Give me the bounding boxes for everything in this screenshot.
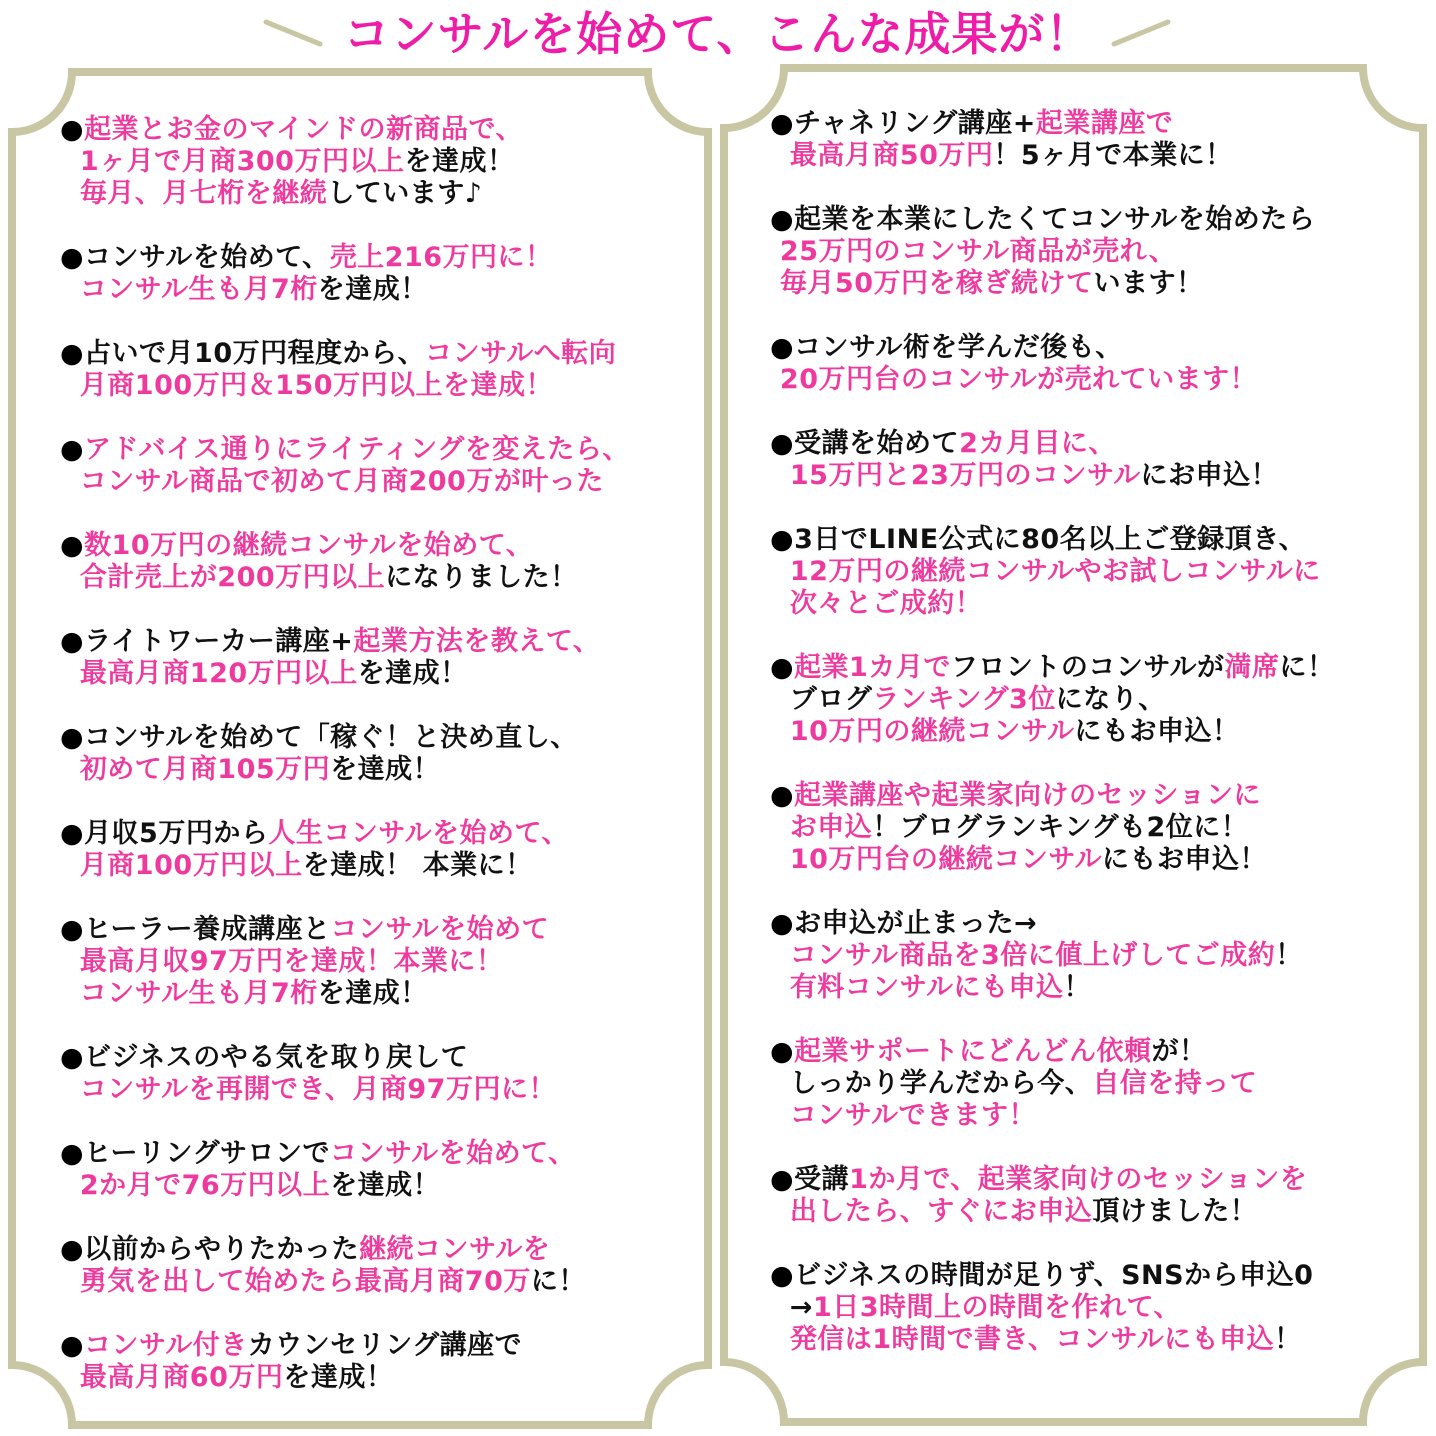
plain-text — [60, 562, 80, 593]
highlight-text: 最高月商120万円以上 — [79, 658, 358, 689]
highlight-text: 勇気を出して始めたら最高月商70万 — [79, 1266, 531, 1297]
plain-text: を達成！ — [283, 1362, 394, 1393]
highlight-text: 継続コンサルを — [359, 1234, 551, 1265]
plain-text: を達成！ — [330, 754, 441, 785]
result-line — [770, 1324, 1410, 1356]
highlight-text: 出したら、すぐにお申込 — [789, 1196, 1093, 1227]
plain-text: に！ — [530, 1266, 586, 1297]
result-item — [60, 114, 700, 210]
result-item — [60, 1042, 700, 1106]
plain-text — [770, 1196, 790, 1227]
plain-text — [60, 370, 80, 401]
plain-text — [60, 178, 80, 209]
bullet-icon: ● — [60, 818, 85, 849]
highlight-text: 合計売上が200万円以上 — [79, 562, 386, 593]
result-item — [770, 332, 1410, 396]
result-line — [60, 626, 700, 658]
result-item — [770, 1164, 1410, 1228]
highlight-text: コンサルを始めて — [330, 914, 550, 945]
highlight-text: 毎月50万円を稼ぎ続けて — [779, 268, 1094, 299]
plain-text — [770, 236, 780, 267]
result-line — [770, 140, 1410, 172]
highlight-text: 15万円と23万円のコンサル — [789, 460, 1141, 491]
plain-text: → — [770, 1292, 813, 1323]
highlight-text: 最高月商60万円 — [79, 1362, 284, 1393]
result-line — [60, 1266, 700, 1298]
result-item — [60, 1234, 700, 1298]
result-line — [60, 370, 700, 402]
result-item — [60, 338, 700, 402]
result-line — [770, 1036, 1410, 1068]
plain-text — [770, 940, 790, 971]
result-item — [60, 626, 700, 690]
result-line — [770, 940, 1410, 972]
plain-text: コンサルを始めて「稼ぐ！と決め直し、 — [84, 722, 578, 753]
bullet-icon: ● — [770, 1036, 795, 1067]
result-line — [60, 754, 700, 786]
result-line — [60, 1074, 700, 1106]
result-line — [770, 588, 1410, 620]
plain-text: に！ — [1279, 652, 1335, 683]
plain-text: フロントのコンサルが — [950, 652, 1225, 683]
highlight-text: コンサル付き — [84, 1330, 248, 1361]
result-line — [770, 716, 1410, 748]
result-item — [60, 530, 700, 594]
bullet-icon: ● — [60, 1330, 85, 1361]
highlight-text: 起業講座で — [1035, 108, 1174, 139]
result-line — [60, 434, 700, 466]
result-line — [770, 108, 1410, 140]
result-line — [60, 722, 700, 754]
result-line — [60, 978, 700, 1010]
result-line — [60, 562, 700, 594]
highlight-text: 月商100万円＆150万円以上を達成！ — [79, 370, 554, 401]
result-line — [60, 1362, 700, 1394]
plain-text — [770, 1100, 790, 1131]
highlight-text: ランキング3位 — [872, 684, 1056, 715]
result-line — [770, 1100, 1410, 1132]
result-line — [60, 146, 700, 178]
result-item — [770, 908, 1410, 1004]
plain-text: コンサルを始めて、 — [84, 242, 330, 273]
plain-text — [770, 716, 790, 747]
result-line — [770, 524, 1410, 556]
left-results-column — [60, 114, 700, 1394]
result-item — [770, 1260, 1410, 1356]
plain-text: を達成！ 本業に！ — [302, 850, 533, 881]
plain-text — [60, 146, 80, 177]
bullet-icon: ● — [770, 1260, 795, 1291]
result-line — [770, 460, 1410, 492]
result-line — [60, 818, 700, 850]
plain-text — [770, 588, 790, 619]
result-line — [60, 274, 700, 306]
plain-text: 3日でLINE公式に80名以上ご登録頂き、 — [794, 524, 1307, 555]
plain-text: お申込が止まった→ — [794, 908, 1038, 939]
plain-text — [60, 658, 80, 689]
result-item — [770, 204, 1410, 300]
highlight-text: 1ヶ月で月商300万円以上 — [79, 146, 405, 177]
result-item — [60, 722, 700, 786]
bullet-icon: ● — [770, 204, 795, 235]
plain-text: を達成！ — [317, 978, 428, 1009]
highlight-text: コンサル生も月7桁 — [79, 978, 318, 1009]
plain-text: ！ — [1274, 1324, 1302, 1355]
bullet-icon: ● — [60, 626, 85, 657]
highlight-text: 自信を持って — [1092, 1068, 1258, 1099]
highlight-text: 起業とお金のマインドの新商品で、 — [84, 114, 523, 145]
plain-text: ブログ — [770, 684, 873, 715]
highlight-text: 初めて月商105万円 — [79, 754, 331, 785]
plain-text: チャネリング講座+ — [794, 108, 1036, 139]
result-item — [770, 780, 1410, 876]
plain-text — [60, 946, 80, 977]
bullet-icon: ● — [770, 1164, 795, 1195]
plain-text: を達成！ — [357, 658, 468, 689]
plain-text — [60, 1074, 80, 1105]
result-line — [60, 1170, 700, 1202]
bullet-icon: ● — [60, 1138, 85, 1169]
result-item — [60, 1138, 700, 1202]
bullet-icon: ● — [770, 524, 795, 555]
plain-text: を達成！ — [330, 1170, 441, 1201]
highlight-text: 最高月商50万円 — [789, 140, 994, 171]
result-item — [60, 242, 700, 306]
result-line — [60, 242, 700, 274]
plain-text: になり、 — [1055, 684, 1166, 715]
plain-text: 以前からやりたかった — [84, 1234, 360, 1265]
plain-text — [770, 460, 790, 491]
plain-text — [60, 978, 80, 1009]
plain-text — [770, 844, 790, 875]
highlight-text: 2カ月目に、 — [959, 428, 1116, 459]
result-line — [770, 684, 1410, 716]
highlight-text: 10万円の継続コンサル — [789, 716, 1075, 747]
plain-text: カウンセリング講座で — [247, 1330, 523, 1361]
plain-text: にもお申込！ — [1074, 716, 1240, 747]
plain-text: を達成！ — [404, 146, 515, 177]
result-line — [770, 812, 1410, 844]
plain-text: ビジネスのやる気を取り戻して — [84, 1042, 469, 1073]
highlight-text: 月商100万円以上 — [79, 850, 303, 881]
page-title: コンサルを始めて、こんな成果が！ — [343, 7, 1093, 61]
bullet-icon: ● — [60, 114, 85, 145]
bullet-icon: ● — [770, 780, 795, 811]
highlight-text: 満席 — [1224, 652, 1280, 683]
plain-text: ！ — [1275, 940, 1303, 971]
bullet-icon: ● — [770, 428, 795, 459]
plain-text — [60, 1170, 80, 1201]
highlight-text: 毎月、月七桁を継続 — [79, 178, 328, 209]
bullet-icon: ● — [770, 108, 795, 139]
bullet-icon: ● — [770, 332, 795, 363]
highlight-text: 12万円の継続コンサルやお試しコンサルに — [789, 556, 1321, 587]
result-line — [770, 556, 1410, 588]
result-line — [60, 1234, 700, 1266]
bullet-icon: ● — [60, 722, 85, 753]
bullet-icon: ● — [60, 434, 85, 465]
result-line — [60, 1042, 700, 1074]
result-item — [60, 818, 700, 882]
plain-text: しっかり学んだから今、 — [770, 1068, 1093, 1099]
result-line — [60, 338, 700, 370]
highlight-text: 起業1カ月で — [794, 652, 951, 683]
highlight-text: コンサル生も月7桁 — [79, 274, 318, 305]
highlight-text: 売上216万円に！ — [329, 242, 553, 273]
result-line — [770, 1068, 1410, 1100]
highlight-text: 有料コンサルにも申込 — [789, 972, 1064, 1003]
result-line — [770, 268, 1410, 300]
right-results-column — [770, 108, 1410, 1356]
highlight-text: コンサルできます！ — [789, 1100, 1036, 1131]
plain-text: 月収5万円から — [84, 818, 269, 849]
highlight-text: コンサルへ転向 — [425, 338, 617, 369]
plain-text: にお申込！ — [1140, 460, 1279, 491]
highlight-text: 2か月で76万円以上 — [79, 1170, 331, 1201]
highlight-text: 最高月収97万円を達成！本業に！ — [79, 946, 504, 977]
plain-text: 受講を始めて — [794, 428, 960, 459]
plain-text — [60, 466, 80, 497]
highlight-text: お申込 — [789, 812, 873, 843]
bullet-icon: ● — [60, 338, 85, 369]
plain-text: にもお申込！ — [1102, 844, 1268, 875]
plain-text — [770, 364, 780, 395]
plain-text — [770, 140, 790, 171]
plain-text: 受講 — [794, 1164, 850, 1195]
result-line — [770, 428, 1410, 460]
highlight-text: 起業講座や起業家向けのセッションに — [794, 780, 1262, 811]
bullet-icon: ● — [60, 1042, 85, 1073]
plain-text — [60, 754, 80, 785]
result-line — [60, 658, 700, 690]
result-line — [60, 914, 700, 946]
result-line — [770, 364, 1410, 396]
plain-text — [60, 274, 80, 305]
plain-text: ライトワーカー講座+ — [84, 626, 354, 657]
plain-text: 占いで月10万円程度から、 — [84, 338, 426, 369]
highlight-text: 1日3時間上の時間を作れて、 — [812, 1292, 1181, 1323]
bullet-icon: ● — [770, 652, 795, 683]
plain-text: になりました！ — [385, 562, 578, 593]
result-line — [770, 844, 1410, 876]
result-line — [60, 850, 700, 882]
plain-text: しています♪ — [327, 178, 483, 209]
result-line — [770, 908, 1410, 940]
highlight-text: 20万円台のコンサルが売れています！ — [779, 364, 1258, 395]
highlight-text: 25万円のコンサル商品が売れ、 — [779, 236, 1177, 267]
result-line — [770, 1164, 1410, 1196]
result-item — [770, 652, 1410, 748]
result-line — [770, 1260, 1410, 1292]
plain-text — [60, 1266, 80, 1297]
plain-text — [770, 812, 790, 843]
result-line — [770, 332, 1410, 364]
result-line — [770, 1196, 1410, 1228]
plain-text: ビジネスの時間が足りず、SNSから申込0 — [794, 1260, 1314, 1291]
highlight-text: 起業サポートにどんどん依頼 — [794, 1036, 1152, 1067]
highlight-text: 次々とご成約！ — [789, 588, 983, 619]
plain-text — [60, 850, 80, 881]
plain-text — [770, 972, 790, 1003]
result-line — [60, 1330, 700, 1362]
bullet-icon: ● — [770, 908, 795, 939]
bullet-icon: ● — [60, 242, 85, 273]
plain-text: 起業を本業にしたくてコンサルを始めたら — [794, 204, 1316, 235]
plain-text — [770, 1324, 790, 1355]
result-item — [770, 1036, 1410, 1132]
result-line — [60, 178, 700, 210]
highlight-text: コンサルを始めて、 — [329, 1138, 576, 1169]
result-line — [770, 236, 1410, 268]
result-item — [60, 434, 700, 498]
plain-text: を達成！ — [317, 274, 428, 305]
bullet-icon: ● — [60, 1234, 85, 1265]
result-line — [60, 466, 700, 498]
plain-text: ！ — [1063, 972, 1091, 1003]
plain-text: います！ — [1093, 268, 1204, 299]
result-line — [60, 946, 700, 978]
result-line — [770, 780, 1410, 812]
plain-text: が！ — [1151, 1036, 1207, 1067]
highlight-text: コンサル商品で初めて月商200万が叶った — [79, 466, 604, 497]
result-line — [60, 1138, 700, 1170]
result-item — [60, 1330, 700, 1394]
highlight-text: 起業方法を教えて、 — [353, 626, 601, 657]
result-item — [770, 524, 1410, 620]
highlight-text: 発信は1時間で書き、コンサルにも申込 — [789, 1324, 1275, 1355]
bullet-icon: ● — [60, 530, 85, 561]
result-line — [770, 1292, 1410, 1324]
plain-text — [770, 268, 780, 299]
highlight-text: コンサルを再開でき、月商97万円に！ — [79, 1074, 556, 1105]
plain-text: コンサル術を学んだ後も、 — [794, 332, 1123, 363]
result-line — [60, 530, 700, 562]
plain-text: 頂けました！ — [1092, 1196, 1258, 1227]
highlight-text: 1か月で、起業家向けのセッションを — [849, 1164, 1308, 1195]
plain-text — [60, 1362, 80, 1393]
result-item — [770, 108, 1410, 172]
bullet-icon: ● — [60, 914, 85, 945]
plain-text: ！5ヶ月で本業に！ — [993, 140, 1233, 171]
plain-text: ヒーラー養成講座と — [84, 914, 331, 945]
highlight-text: アドバイス通りにライティングを変えたら、 — [84, 434, 630, 465]
plain-text — [770, 556, 790, 587]
plain-text: ！ブログランキングも2位に！ — [872, 812, 1249, 843]
highlight-text: コンサル商品を3倍に値上げしてご成約 — [789, 940, 1276, 971]
result-line — [60, 114, 700, 146]
highlight-text: 人生コンサルを始めて、 — [268, 818, 569, 849]
result-line — [770, 204, 1410, 236]
result-line — [770, 972, 1410, 1004]
result-line — [770, 652, 1410, 684]
result-item — [770, 428, 1410, 492]
result-item — [60, 914, 700, 1010]
highlight-text: 数10万円の継続コンサルを始めて、 — [84, 530, 534, 561]
highlight-text: 10万円台の継続コンサル — [789, 844, 1103, 875]
plain-text: ヒーリングサロンで — [84, 1138, 330, 1169]
